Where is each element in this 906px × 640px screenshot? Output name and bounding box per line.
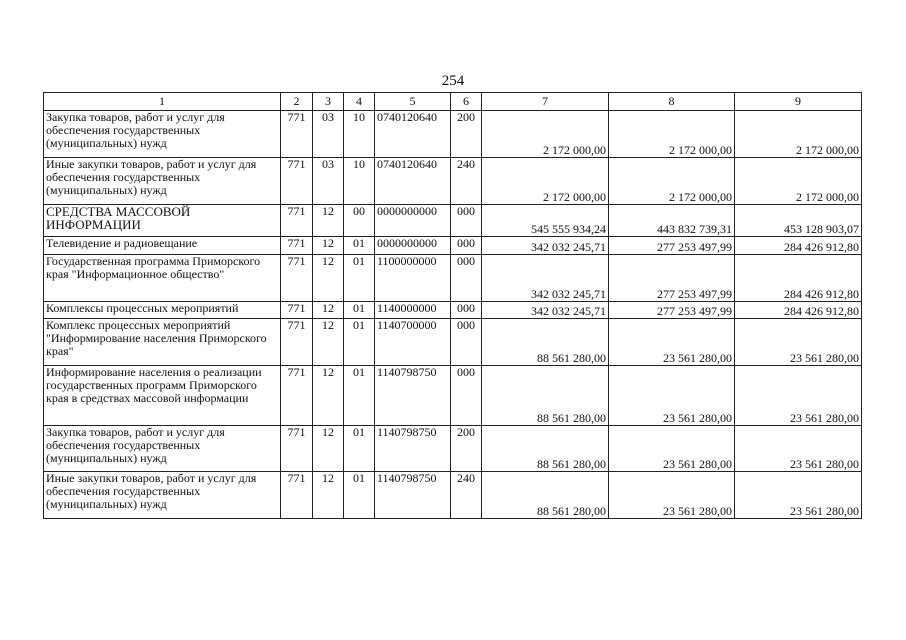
row-amount-9: 453 128 903,07 — [735, 205, 862, 237]
row-subsection-code: 10 — [344, 158, 375, 205]
row-ministry-code: 771 — [281, 205, 313, 237]
row-amount-7: 88 561 280,00 — [482, 426, 609, 472]
row-expense-type: 000 — [451, 366, 482, 426]
column-header: 4 — [344, 93, 375, 111]
row-target-code: 1140798750 — [375, 472, 451, 519]
row-target-code: 1140700000 — [375, 319, 451, 366]
row-ministry-code: 771 — [281, 255, 313, 302]
row-expense-type: 200 — [451, 426, 482, 472]
row-amount-7: 2 172 000,00 — [482, 111, 609, 158]
column-header: 2 — [281, 93, 313, 111]
row-name: Информирование населения о реализации государственных программ Приморского края в средствах массовой информации — [44, 366, 281, 426]
row-amount-8: 277 253 497,99 — [609, 237, 735, 255]
row-ministry-code: 771 — [281, 302, 313, 319]
column-header: 5 — [375, 93, 451, 111]
row-subsection-code: 01 — [344, 302, 375, 319]
row-target-code: 1140798750 — [375, 426, 451, 472]
row-ministry-code: 771 — [281, 237, 313, 255]
row-amount-9: 2 172 000,00 — [735, 158, 862, 205]
row-subsection-code: 01 — [344, 319, 375, 366]
row-name: Телевидение и радиовещание — [44, 237, 281, 255]
row-subsection-code: 01 — [344, 472, 375, 519]
row-amount-7: 88 561 280,00 — [482, 319, 609, 366]
row-amount-8: 23 561 280,00 — [609, 472, 735, 519]
row-ministry-code: 771 — [281, 472, 313, 519]
row-subsection-code: 01 — [344, 426, 375, 472]
row-amount-9: 284 426 912,80 — [735, 302, 862, 319]
row-name: Закупка товаров, работ и услуг для обеспечения государственных (муниципальных) нужд — [44, 111, 281, 158]
row-section-code: 12 — [313, 255, 344, 302]
row-subsection-code: 00 — [344, 205, 375, 237]
row-amount-9: 23 561 280,00 — [735, 426, 862, 472]
row-amount-8: 23 561 280,00 — [609, 426, 735, 472]
row-amount-8: 23 561 280,00 — [609, 319, 735, 366]
row-name: СРЕДСТВА МАССОВОЙ ИНФОРМАЦИИ — [44, 205, 281, 237]
row-target-code: 0740120640 — [375, 111, 451, 158]
row-ministry-code: 771 — [281, 319, 313, 366]
row-name: Комплексы процессных мероприятий — [44, 302, 281, 319]
row-amount-8: 23 561 280,00 — [609, 366, 735, 426]
row-expense-type: 000 — [451, 319, 482, 366]
row-amount-7: 88 561 280,00 — [482, 366, 609, 426]
page-number: 254 — [441, 73, 465, 89]
row-amount-9: 23 561 280,00 — [735, 319, 862, 366]
row-amount-8: 2 172 000,00 — [609, 158, 735, 205]
table-row — [44, 426, 862, 472]
column-header: 9 — [735, 93, 862, 111]
header-row — [44, 93, 862, 111]
row-amount-8: 277 253 497,99 — [609, 302, 735, 319]
table-row — [44, 366, 862, 426]
row-section-code: 12 — [313, 302, 344, 319]
row-section-code: 12 — [313, 319, 344, 366]
row-ministry-code: 771 — [281, 158, 313, 205]
row-expense-type: 000 — [451, 205, 482, 237]
row-section-code: 12 — [313, 205, 344, 237]
column-header: 1 — [44, 93, 281, 111]
table-row — [44, 319, 862, 366]
row-amount-8: 443 832 739,31 — [609, 205, 735, 237]
row-amount-7: 342 032 245,71 — [482, 237, 609, 255]
table-row — [44, 111, 862, 158]
row-amount-9: 284 426 912,80 — [735, 255, 862, 302]
row-amount-7: 342 032 245,71 — [482, 302, 609, 319]
row-amount-9: 284 426 912,80 — [735, 237, 862, 255]
table-row — [44, 205, 862, 237]
table-row — [44, 472, 862, 519]
row-subsection-code: 01 — [344, 255, 375, 302]
row-amount-9: 23 561 280,00 — [735, 472, 862, 519]
row-name: Иные закупки товаров, работ и услуг для обеспечения государственных (муниципальных) нужд — [44, 158, 281, 205]
table-row — [44, 237, 862, 255]
row-subsection-code: 01 — [344, 366, 375, 426]
row-target-code: 0000000000 — [375, 237, 451, 255]
row-expense-type: 200 — [451, 111, 482, 158]
column-header: 6 — [451, 93, 482, 111]
column-header: 7 — [482, 93, 609, 111]
row-name: Комплекс процессных мероприятий "Информирование населения Приморского края" — [44, 319, 281, 366]
row-amount-7: 342 032 245,71 — [482, 255, 609, 302]
row-section-code: 12 — [313, 426, 344, 472]
row-amount-7: 2 172 000,00 — [482, 158, 609, 205]
row-expense-type: 000 — [451, 302, 482, 319]
row-target-code: 0000000000 — [375, 205, 451, 237]
row-subsection-code: 01 — [344, 237, 375, 255]
row-amount-8: 2 172 000,00 — [609, 111, 735, 158]
row-section-code: 03 — [313, 111, 344, 158]
row-amount-7: 545 555 934,24 — [482, 205, 609, 237]
row-ministry-code: 771 — [281, 426, 313, 472]
row-expense-type: 000 — [451, 237, 482, 255]
table-row — [44, 158, 862, 205]
column-header: 8 — [609, 93, 735, 111]
row-expense-type: 240 — [451, 472, 482, 519]
row-name: Закупка товаров, работ и услуг для обеспечения государственных (муниципальных) нужд — [44, 426, 281, 472]
row-amount-9: 23 561 280,00 — [735, 366, 862, 426]
row-section-code: 12 — [313, 472, 344, 519]
row-target-code: 1140000000 — [375, 302, 451, 319]
row-target-code: 1100000000 — [375, 255, 451, 302]
table-row — [44, 302, 862, 319]
budget-table — [43, 92, 862, 519]
row-section-code: 03 — [313, 158, 344, 205]
row-target-code: 1140798750 — [375, 366, 451, 426]
row-section-code: 12 — [313, 237, 344, 255]
row-section-code: 12 — [313, 366, 344, 426]
row-ministry-code: 771 — [281, 111, 313, 158]
row-target-code: 0740120640 — [375, 158, 451, 205]
row-amount-8: 277 253 497,99 — [609, 255, 735, 302]
row-name: Государственная программа Приморского края "Информационное общество" — [44, 255, 281, 302]
row-ministry-code: 771 — [281, 366, 313, 426]
row-name: Иные закупки товаров, работ и услуг для обеспечения государственных (муниципальных) нужд — [44, 472, 281, 519]
row-subsection-code: 10 — [344, 111, 375, 158]
column-header: 3 — [313, 93, 344, 111]
table-row — [44, 255, 862, 302]
row-amount-7: 88 561 280,00 — [482, 472, 609, 519]
row-expense-type: 000 — [451, 255, 482, 302]
row-expense-type: 240 — [451, 158, 482, 205]
row-amount-9: 2 172 000,00 — [735, 111, 862, 158]
